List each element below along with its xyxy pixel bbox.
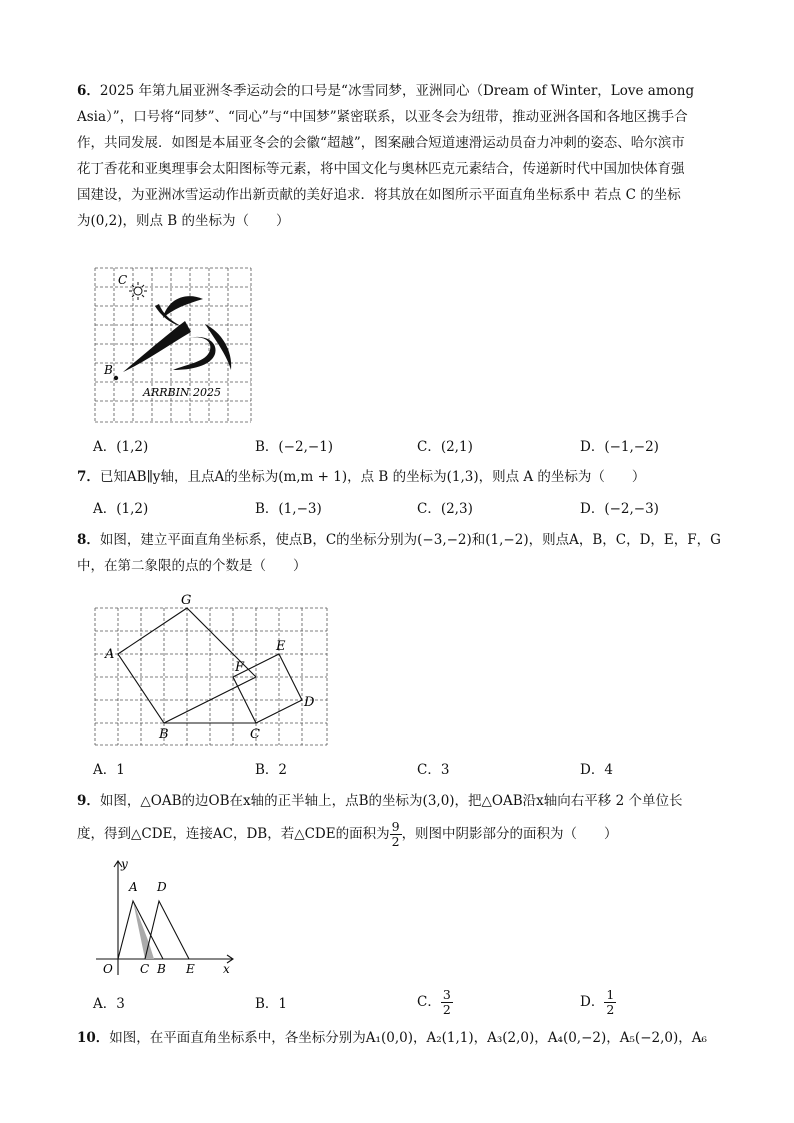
point-f-label: F	[235, 660, 245, 675]
point-d-label: D	[157, 880, 167, 894]
point-g-label: G	[181, 593, 192, 608]
fraction-denominator: 2	[442, 1002, 451, 1017]
q9-options	[93, 988, 753, 1020]
point-b-label: B	[104, 363, 113, 377]
point-c-label: C	[250, 727, 260, 742]
question-text-line: 国建设，为亚洲冰雪运动作出新贡献的美好追求．将其放在如图所示平面直角坐标系中 若点 C 的坐标	[77, 187, 681, 203]
question-number: 7．	[77, 469, 100, 485]
point-o-label: O	[103, 962, 113, 976]
fraction-denominator: 2	[606, 1002, 615, 1017]
option-b[interactable]: B．1	[255, 996, 288, 1012]
option-c-prefix: C．	[417, 994, 441, 1010]
question-6	[77, 78, 747, 234]
point-e-label: E	[276, 639, 286, 654]
question-text-line: 为(0,2)，则点 B 的坐标为（ ）	[77, 213, 290, 229]
option-b[interactable]: B．2	[255, 762, 288, 778]
question-9-line-2	[77, 818, 747, 850]
point-a-label: A	[105, 647, 115, 662]
question-number: 9．	[77, 793, 100, 809]
question-text-line: 2025 年第九届亚洲冬季运动会的口号是“冰雪同梦，亚洲同心（Dream of Winter，Love among	[99, 83, 695, 99]
option-d-prefix: D．	[580, 994, 605, 1010]
question-text-line: 花丁香花和亚奥理事会太阳图标等元素，将中国文化与奥林匹克元素结合，传递新时代中国加快体育强	[77, 161, 685, 177]
question-text-line: 如图，建立平面直角坐标系，使点B，C的坐标分别为(−3,−2)和(1,−2)，则点A，B，C，D，E，F，G	[99, 532, 721, 548]
q7-options	[93, 497, 753, 519]
option-d[interactable]: D．(−1,−2)	[580, 439, 659, 455]
option-a[interactable]: A．(1,2)	[93, 439, 149, 455]
fraction-numerator: 9	[391, 819, 400, 834]
q9-figure	[93, 855, 243, 977]
fraction-numerator: 1	[606, 987, 615, 1002]
option-c[interactable]	[417, 988, 453, 1017]
option-d[interactable]: D．(−2,−3)	[580, 501, 659, 517]
point-b-label: B	[159, 727, 169, 742]
fraction-denominator: 2	[391, 834, 400, 849]
sun-icon	[129, 282, 147, 300]
option-d[interactable]	[580, 988, 616, 1017]
fraction	[390, 820, 402, 849]
question-9	[77, 788, 747, 814]
logo-icon	[123, 296, 231, 372]
question-text-line: 度，得到△CDE，连接AC，DB，若△CDE的面积为	[77, 826, 390, 842]
point-b-label: B	[157, 962, 166, 976]
question-text-line: ，则图中阴影部分的面积为（ ）	[401, 826, 618, 842]
option-a[interactable]: A．1	[93, 762, 125, 778]
axis-y-label: y	[121, 857, 128, 871]
q6-options	[93, 435, 753, 457]
q6-figure-grid	[93, 266, 255, 426]
option-b[interactable]: B．(1,−3)	[255, 501, 322, 517]
point-c-label: C	[140, 962, 150, 976]
question-7	[77, 464, 747, 490]
question-text: 如图，在平面直角坐标系中，各坐标分别为A₁(0,0)，A₂(1,1)，A₃(2,0)，A₄(0,−2)，A₅(−2,0)，A₆	[109, 1030, 707, 1046]
point-a-label: A	[129, 880, 138, 894]
option-c[interactable]: C．(2,3)	[417, 501, 473, 517]
option-a[interactable]: A．3	[93, 996, 125, 1012]
question-text-line: Asia）”，口号将“同梦”、“同心”与“中国梦”紧密联系，以亚冬会为纽带，推动亚洲各国和各地区携手合	[77, 109, 688, 125]
question-text-line: 如图，△OAB的边OB在x轴的正半轴上，点B的坐标为(3,0)，把△OAB沿x轴向右平移 2 个单位长	[99, 793, 683, 809]
option-c[interactable]: C．(2,1)	[417, 439, 473, 455]
question-text-line: 作，共同发展．如图是本届亚冬会的会徽“超越”，图案融合短道速滑运动员奋力冲刺的姿态、哈尔滨市	[77, 135, 685, 151]
question-8	[77, 527, 747, 579]
point-b	[114, 376, 118, 380]
option-a[interactable]: A．(1,2)	[93, 501, 149, 517]
question-text: 已知AB∥y轴，且点A的坐标为(m,m + 1)，点 B 的坐标为(1,3)，则点 A 的坐标为（ ）	[99, 469, 646, 485]
question-10	[77, 1025, 747, 1051]
question-number: 8．	[77, 532, 100, 548]
option-b[interactable]: B．(−2,−1)	[255, 439, 334, 455]
shaded-region	[133, 901, 154, 959]
q8-options	[93, 758, 753, 780]
axis-x-label: x	[223, 962, 230, 976]
logo-text: ARRBIN 2025	[143, 386, 222, 399]
fraction-numerator: 3	[442, 987, 451, 1002]
point-e-label: E	[186, 962, 195, 976]
option-c[interactable]: C．3	[417, 762, 450, 778]
point-c-label: C	[118, 273, 128, 287]
question-number: 10．	[77, 1030, 110, 1046]
point-d-label: D	[304, 695, 315, 710]
q8-figure	[93, 588, 333, 750]
option-d[interactable]: D．4	[580, 762, 613, 778]
question-text-line: 中，在第二象限的点的个数是（ ）	[77, 558, 307, 574]
fraction	[604, 988, 616, 1017]
question-number: 6．	[77, 83, 100, 99]
fraction	[441, 988, 453, 1017]
